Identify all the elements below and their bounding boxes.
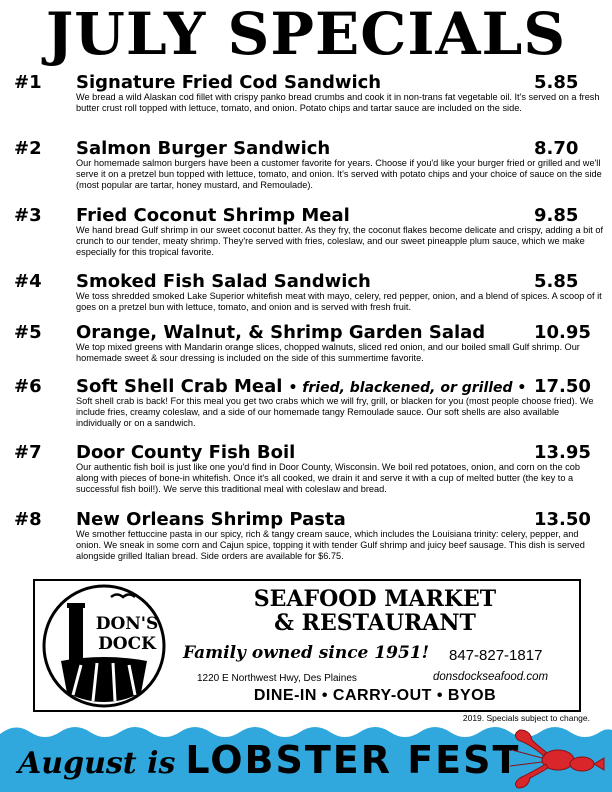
item-price: 8.70: [534, 138, 579, 159]
item-price: 5.85: [534, 72, 579, 93]
ad-headline-1: SEAFOOD MARKET: [253, 586, 497, 612]
logo-text-line1: DON'S: [95, 614, 159, 634]
item-number: #2: [14, 138, 42, 159]
ad-headline-2: & RESTAURANT: [274, 610, 476, 636]
family-owned-tagline: Family owned since 1951!: [183, 643, 430, 663]
lobster-icon: [506, 720, 606, 790]
website: donsdockseafood.com: [433, 671, 549, 683]
item-price: 9.85: [534, 205, 579, 226]
banner-text-part2: LOBSTER FEST: [185, 738, 521, 782]
item-number: #8: [14, 509, 42, 530]
item-name: New Orleans Shrimp Pasta: [76, 509, 346, 530]
dock-icon: [61, 657, 147, 702]
item-name: Door County Fish Boil: [76, 442, 296, 463]
fine-print: 2019. Specials subject to change.: [462, 713, 590, 723]
item-number: #1: [14, 72, 42, 93]
item-description: We bread a wild Alaskan cod fillet with crispy panko bread crumbs and cook it in non-trans fat vegetable oil. It's served on a fresh butter crust roll topped with lettuce, tomato, and onion. Potato chips and tartar sauce are included on the side.: [76, 92, 600, 114]
address: 1220 E Northwest Hwy, Des Plaines: [197, 673, 357, 684]
item-number: #7: [14, 442, 42, 463]
banner-text-part1: August is: [18, 746, 176, 781]
logo-text-line2: DOCK: [98, 634, 156, 654]
item-number: #6: [14, 376, 42, 397]
dons-dock-logo: [41, 583, 167, 709]
item-number: #3: [14, 205, 42, 226]
item-name: Smoked Fish Salad Sandwich: [76, 271, 371, 292]
piling-icon: [69, 605, 83, 663]
item-description: Soft shell crab is back! For this meal you get two crabs which we will fry, grill, or blacken for you (most people choose fried). We include fries, creamy coleslaw, and a side of our homemade tangy Remoulade sauce. Our soft shells are also available individually or on a sandwich.: [76, 396, 594, 429]
item-description: We smother fettuccine pasta in our spicy, rich & tangy cream sauce, which includes the Louisiana trinity: celery, pepper, and onion. We sneak in some corn and Cajun spice, topping it with tender Gulf shrimp and juicy beef sausage. This dish is served alongside grilled Italian bread. Side orders are available for $6.75.: [76, 529, 585, 562]
item-description: We toss shredded smoked Lake Superior whitefish meat with mayo, celery, red pepper, onion, and a blend of spices. A scoop of it goes on a pretzel bun with lettuce, tomato, and onion and is served with fresh fruit.: [76, 291, 602, 313]
item-price: 13.95: [534, 442, 591, 463]
item-description: We top mixed greens with Mandarin orange slices, chopped walnuts, sliced red onion, and our boiled small Gulf shrimp. Our homemade sweet & sour dressing is included on the side of this summertime favorite.: [76, 342, 580, 364]
lobster-fest-banner: [18, 738, 520, 782]
phone-number: 847-827-1817: [449, 647, 543, 664]
item-description: We hand bread Gulf shrimp in our sweet coconut batter. As they fry, the coconut flakes become delicate and crispy, adding a bit of crunch to our tender, meaty shrimp. They're served with fries, coleslaw, and our sweet pineapple plum sauce, which we make especially for this tropical favorite.: [76, 225, 604, 258]
item-description: Our homemade salmon burgers have been a customer favorite for years. Choose if you'd like your burger fried or grilled and we'll serve it on a pretzel bun topped with lettuce, tomato, and onion. It's served with potato chips and your choice of sauce on the side (most popular are tartar, honey mustard, and Remoulade).: [76, 158, 602, 191]
item-price: 5.85: [534, 271, 579, 292]
item-number: #4: [14, 271, 42, 292]
restaurant-ad-box: [33, 579, 581, 712]
item-price: 13.50: [534, 509, 591, 530]
page-title: JULY SPECIALS: [45, 0, 567, 68]
item-price: 17.50: [534, 376, 591, 397]
item-number: #5: [14, 322, 42, 343]
item-preparation-note: • fried, blackened, or grilled •: [288, 380, 527, 396]
item-name: Fried Coconut Shrimp Meal: [76, 205, 350, 226]
service-modes: DINE-IN • CARRY-OUT • BYOB: [253, 687, 497, 704]
item-description: Our authentic fish boil is just like one you'd find in Door County, Wisconsin. We boil red potatoes, onion, and corn on the cob along with pieces of bone-in whitefish. Once it's all cooked, we drain it and serve it with a cup of melted butter (the key to a successful fish boil!). We serve this traditional meal with coleslaw and bread.: [76, 462, 580, 495]
item-name-text: Soft Shell Crab Meal: [76, 376, 283, 397]
item-name: Orange, Walnut, & Shrimp Garden Salad: [76, 322, 486, 343]
item-name: Salmon Burger Sandwich: [76, 138, 331, 159]
item-price: 10.95: [534, 322, 591, 343]
item-name: Signature Fried Cod Sandwich: [76, 72, 382, 93]
